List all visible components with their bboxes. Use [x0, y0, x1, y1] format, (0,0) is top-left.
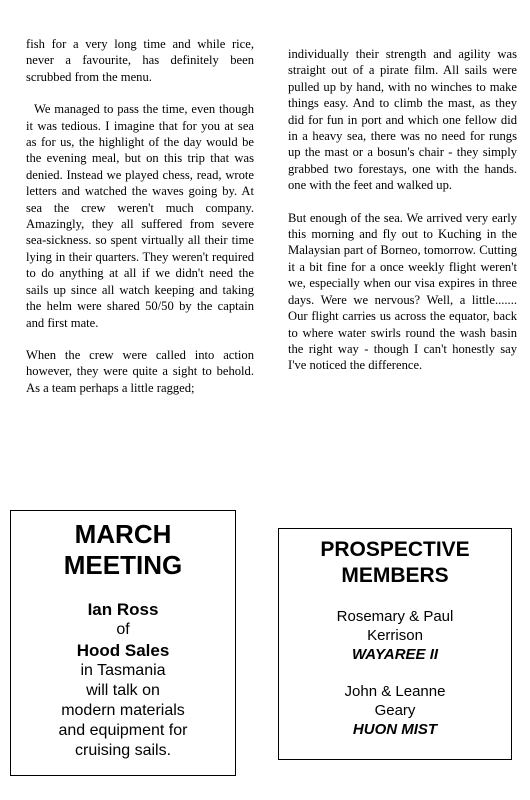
prospective-members-box — [278, 528, 512, 760]
article-left-column — [26, 36, 254, 412]
member-surname: Kerrison — [367, 627, 423, 644]
member-name: John & Leanne — [344, 683, 446, 700]
article-paragraph: When the crew were called into action however, they were quite a sight to behold. As a team perhaps a little ragged; — [26, 347, 254, 395]
speaker-location: in Tasmania — [80, 662, 166, 679]
member-boat: WAYAREE II — [351, 646, 439, 663]
march-meeting-heading-line2: MEETING — [63, 550, 183, 580]
march-meeting-box — [10, 510, 236, 776]
talk-line: cruising sails. — [74, 742, 172, 759]
prospective-heading-line2: MEMBERS — [341, 564, 449, 587]
talk-line: and equipment for — [58, 722, 188, 739]
speaker-name: Ian Ross — [87, 600, 159, 619]
member-surname: Geary — [374, 702, 416, 719]
speaker-of: of — [116, 621, 130, 638]
talk-line: will talk on — [86, 682, 160, 699]
prospective-heading-line1: PROSPECTIVE — [320, 538, 470, 561]
member-boat: HUON MIST — [352, 721, 438, 738]
article-paragraph: individually their strength and agility was straight out of a pirate film. All sails were pulled up by hand, with no winches to make things easy. And to climb the mast, as they did for fun in port and which one fellow did in a heavy sea, there was no need for rungs up the mast or a bosun's chair - they simply grabbed two forestays, one with the hands. one with the feet and walked up. — [288, 47, 517, 193]
article-paragraph: But enough of the sea. We arrived very early this morning and fly out to Kuching in the Malaysian part of Borneo, tomorrow. Cutting it a bit fine for a once weekly flight weren't we, especially when our visa expires in three days. Were we nervous? Well, a little....... Our flight carries us across the equator, back to where water swirls round the wash basin the right way - though I can't honestly say I've noticed the difference. — [288, 210, 517, 373]
member-name: Rosemary & Paul — [336, 608, 454, 625]
speaker-company: Hood Sales — [76, 641, 170, 660]
article-paragraph: We managed to pass the time, even though it was tedious. I imagine that for you at sea as for us, the highlight of the day would be the evening meal, but on this trip that was denied. Instead we played chess, read, wrote letters and watched the waves going by. At sea the crew weren't much company. Amazingly, they all suffered from severe sea-sickness. so spent virtually all their time lying in their quarters. They weren't required to do anything at all if we didn't need the sails up since all watch keeping and taking the helm were shared 50/50 by the captain and first mate. — [26, 102, 254, 330]
march-meeting-heading-line1: MARCH — [74, 519, 172, 549]
talk-line: modern materials — [61, 702, 185, 719]
article-right-column — [288, 46, 517, 390]
article-paragraph: fish for a very long time and while rice, never a favourite, has definitely been scrubbed from the menu. — [26, 37, 254, 84]
